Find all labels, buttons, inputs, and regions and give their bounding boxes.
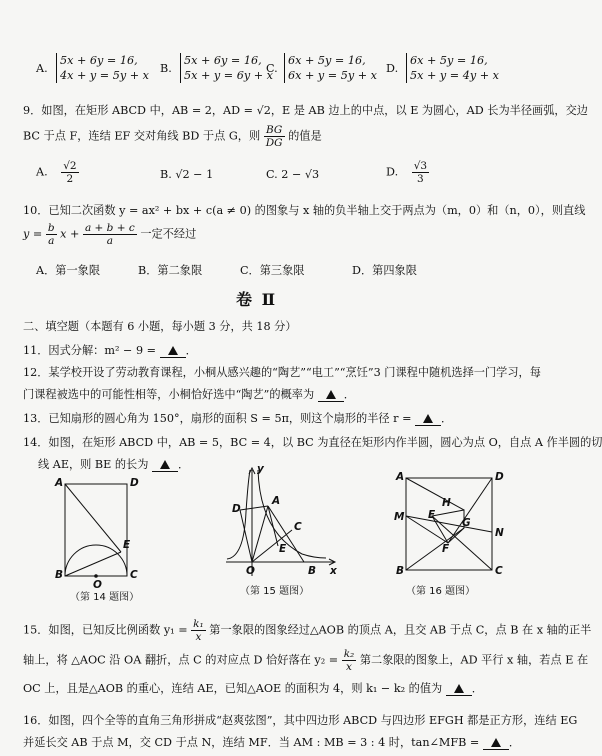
fig15-label-x: x xyxy=(330,565,337,577)
q8-option-b-system xyxy=(180,53,273,83)
triangle-marker-icon xyxy=(423,414,433,423)
fig15-label-e: E xyxy=(279,543,287,555)
fig16-label-b: B xyxy=(396,565,405,577)
q8-option-b-letter: B. xyxy=(160,62,172,75)
q14-line1: 14．如图，在矩形 ABCD 中，AB = 5，BC = 4，以 BC 为直径在矩形内作半圆，圆心为点 O，自点 A 作半圆的切 xyxy=(23,436,602,449)
triangle-marker-icon xyxy=(160,460,170,469)
q8-option-a-letter: A. xyxy=(36,62,48,75)
q9-fraction: $\frac{BG}{DG}$ xyxy=(265,124,283,149)
fig16-label-e: E xyxy=(428,509,436,521)
q12-line1: 12．某学校开设了劳动教育课程，小桐从感兴趣的“陶艺”“电工”“烹饪”3 门课程中随机选择一门学习，每 xyxy=(23,366,541,379)
fig16-label-f: F xyxy=(442,543,450,555)
q8-option-c-system xyxy=(284,53,377,83)
q9-line2-end: 的值是 xyxy=(288,129,322,143)
figure-16 xyxy=(392,468,510,604)
q8-option-d-eq2: 5x + y = 4y + x xyxy=(410,69,499,82)
q10-option-a: A．第一象限 xyxy=(36,264,101,277)
q8-option-a-system xyxy=(56,53,149,83)
fig16-label-a: A xyxy=(396,471,405,483)
fill-in-section-header: 二、填空题（本题有 6 小题，每小题 3 分，共 18 分） xyxy=(23,320,297,333)
q13-answer-blank[interactable] xyxy=(415,412,441,426)
q15-line2: 轴上，将 △AOC 沿 OA 翻折，点 C 的对应点 D 恰好落在 y₂ = $\frac{\text{k₂}}{x}$ 第二象限的图象上，AD 平行 x 轴，若点 E 在 xyxy=(23,648,589,673)
triangle-marker-icon xyxy=(326,390,336,399)
fig15-label-a: A xyxy=(272,495,281,507)
fig14-label-d: D xyxy=(130,477,139,489)
q15-answer-blank[interactable] xyxy=(446,682,472,696)
q8-option-a-eq1: 5x + 6y = 16, xyxy=(60,54,138,67)
q16-line1: 16．如图，四个全等的直角三角形拼成“赵爽弦图”，其中四边形 ABCD 与四边形 EFGH 都是正方形，连结 EG xyxy=(23,714,578,727)
q14-line2: 线 AE，则 BE 的长为 ． xyxy=(38,458,190,471)
fig16-label-m: M xyxy=(394,511,405,523)
q9-line2-text: BC 于点 F，连结 EF 交对角线 BD 于点 G，则 xyxy=(23,129,261,143)
q8-option-b-eq1: 5x + 6y = 16, xyxy=(184,54,262,67)
q10-line2: y = $\frac{b}{a}$ x + $\frac{a + b + c}{a}$ 一定不经过 xyxy=(23,222,197,247)
section-title: 卷 Ⅱ xyxy=(236,290,278,309)
fig15-label-d: D xyxy=(232,503,241,515)
fig16-caption: （第 16 题图） xyxy=(406,586,476,597)
q13: 13．已知扇形的圆心角为 150°，扇形的面积 S = 5π，则这个扇形的半径 r = ． xyxy=(23,412,453,425)
q11: 11．因式分解：m² − 9 = ． xyxy=(23,344,197,357)
q11-answer-blank[interactable] xyxy=(160,344,186,358)
triangle-marker-icon xyxy=(454,684,464,693)
fig16-label-d: D xyxy=(495,471,504,483)
q8-option-d-eq1: 6x + 5y = 16, xyxy=(410,54,488,67)
fig16-label-n: N xyxy=(495,527,504,539)
fig15-label-c: C xyxy=(294,521,302,533)
triangle-marker-icon xyxy=(168,346,178,355)
fig15-label-o: O xyxy=(246,565,255,577)
fig15-label-b: B xyxy=(308,565,317,577)
q8-option-c-eq2: 6x + y = 5y + x xyxy=(288,69,377,82)
fig14-label-e: E xyxy=(123,539,131,551)
q9-option-b: B. √2 − 1 xyxy=(160,168,214,181)
q10-option-b: B．第二象限 xyxy=(138,264,203,277)
q8-option-b-eq2: 5x + y = 6y + x xyxy=(184,69,273,82)
q9-option-c: C. 2 − √3 xyxy=(266,168,320,181)
fig14-label-a: A xyxy=(55,477,64,489)
q14-answer-blank[interactable] xyxy=(152,458,178,472)
fig16-label-g: G xyxy=(462,517,471,529)
fig16-label-c: C xyxy=(495,565,503,577)
fig16-label-h: H xyxy=(442,497,451,509)
q10-option-c: C．第三象限 xyxy=(240,264,305,277)
fig14-label-b: B xyxy=(55,569,64,581)
q9-line1: 9．如图，在矩形 ABCD 中，AB = 2，AD = √2，E 是 AB 边上的中点，以 E 为圆心，AD 长为半径画弧，交边 xyxy=(23,104,588,117)
fig15-caption: （第 15 题图） xyxy=(240,586,310,597)
q12-line2: 门课程被选中的可能性相等，小桐恰好选中“陶艺”的概率为 ． xyxy=(23,388,355,401)
q16-answer-blank[interactable] xyxy=(483,736,509,750)
q8-option-c-eq1: 6x + 5y = 16, xyxy=(288,54,366,67)
q8-option-a-eq2: 4x + y = 5y + x xyxy=(60,69,149,82)
q10-option-d: D．第四象限 xyxy=(352,264,417,277)
q16-line2: 并延长交 AB 于点 M，交 CD 于点 N，连结 MF．当 AM : MB = 3 : 4 时，tan∠MFB = ． xyxy=(23,736,521,749)
q15-line3: OC 上，且是△AOB 的重心，连结 AE，已知△AOE 的面积为 4，则 k₁ − k₂ 的值为 ． xyxy=(23,682,483,695)
q10-line1: 10．已知二次函数 y = ax² + bx + c(a ≠ 0) 的图象与 x 轴的负半轴上交于两点为（m，0）和（n，0），则直线 xyxy=(23,204,586,217)
q8-option-d-system xyxy=(406,53,499,83)
q8-option-c-letter: C. xyxy=(266,62,278,75)
q8-option-d-letter: D. xyxy=(386,62,399,75)
q9-option-d: D. $\frac{√3}{3}$ xyxy=(386,160,428,185)
fig14-label-o: O xyxy=(93,579,102,591)
triangle-marker-icon xyxy=(491,738,501,747)
q12-answer-blank[interactable] xyxy=(318,388,344,402)
figure-14 xyxy=(50,472,155,604)
q9-line2 xyxy=(23,124,322,149)
fig15-label-y: y xyxy=(257,463,264,475)
figure-15 xyxy=(222,462,342,602)
q9-option-a: A. $\frac{√2}{2}$ xyxy=(36,160,77,185)
fig14-caption: （第 14 题图） xyxy=(70,592,140,603)
q15-line1: 15．如图，已知反比例函数 y₁ = $\frac{\text{k₁}}{x}$ 第一象限的图象经过△AOB 的顶点 A，且交 AB 于点 C，点 B 在 x 轴的正半 xyxy=(23,618,592,643)
fig14-label-c: C xyxy=(130,569,138,581)
